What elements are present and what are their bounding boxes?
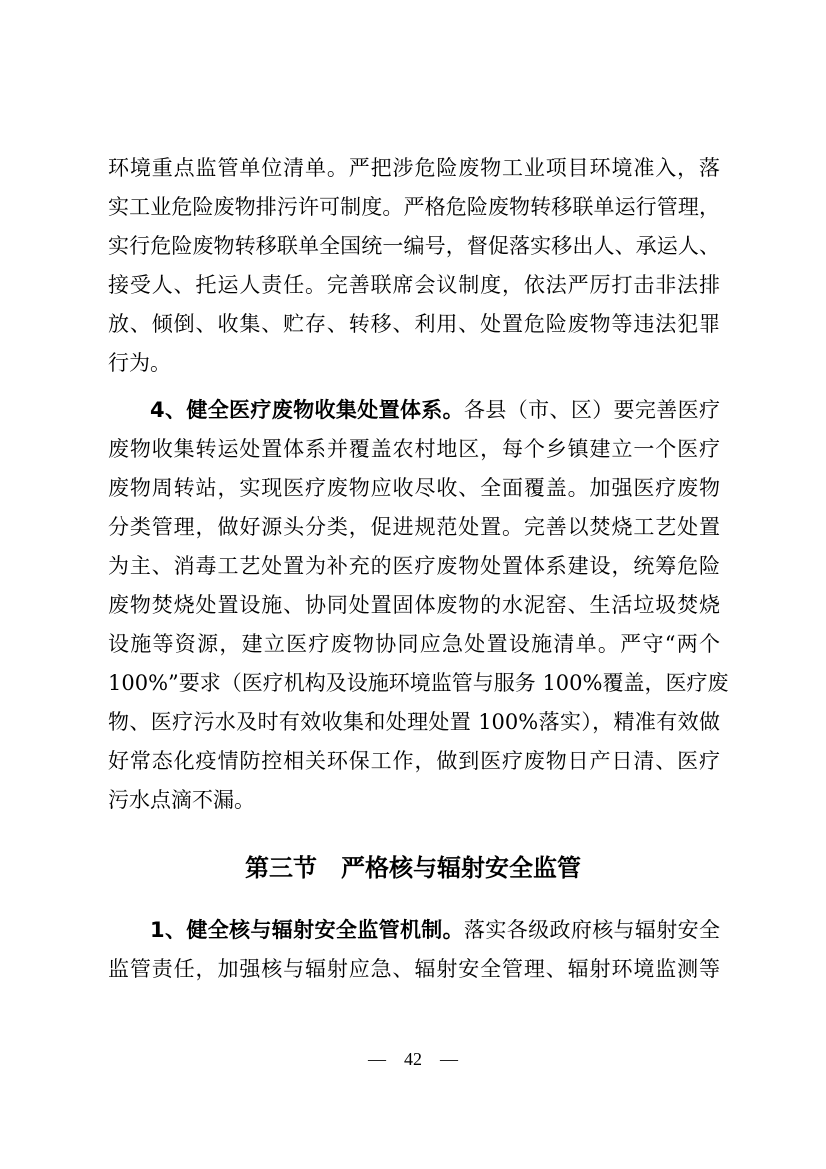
paragraph-line: 物、医疗污水及时有效收集和处理处置 100%落实），精准有效做 (108, 710, 720, 734)
paragraph-first-line (150, 392, 720, 428)
item-heading: 4、健全医疗废物收集处置体系。 (150, 398, 465, 422)
item-text: 落实各级政府核与辐射安全 (464, 918, 720, 942)
paragraph-line: 实行危险废物转移联单全国统一编号，督促落实移出人、承运人、 (108, 234, 720, 258)
paragraph-line: 环境重点监管单位清单。严把涉危险废物工业项目环境准入，落 (108, 156, 720, 180)
paragraph-first-line (150, 912, 720, 948)
paragraph-line: 行为。 (108, 351, 171, 375)
paragraph-line: 放、倾倒、收集、贮存、转移、利用、处置危险废物等违法犯罪 (108, 312, 720, 336)
paragraph-line: 分类管理，做好源头分类，促进规范处置。完善以焚烧工艺处置 (108, 515, 720, 539)
paragraph-line: 废物周转站，实现医疗废物应收尽收、全面覆盖。加强医疗废物 (108, 476, 720, 500)
section-title: 第三节 严格核与辐射安全监管 (245, 853, 581, 882)
paragraph-line: 废物焚烧处置设施、协同处置固体废物的水泥窑、生活垃圾焚烧 (108, 593, 720, 617)
paragraph-line: 废物收集转运处置体系并覆盖农村地区，每个乡镇建立一个医疗 (108, 437, 720, 461)
paragraph-line: 好常态化疫情防控相关环保工作，做到医疗废物日产日清、医疗 (108, 749, 720, 773)
item-heading: 1、健全核与辐射安全监管机制。 (150, 918, 465, 942)
paragraph-line: 污水点滴不漏。 (108, 788, 255, 812)
item-text: 各县（市、区）要完善医疗 (464, 398, 720, 422)
paragraph-line: 实工业危险废物排污许可制度。严格危险废物转移联单运行管理， (108, 195, 720, 219)
paragraph-line: 设施等资源，建立医疗废物协同应急处置设施清单。严守“两个 (108, 632, 720, 656)
paragraph-line: 为主、消毒工艺处置为补充的医疗废物处置体系建设，统筹危险 (108, 554, 720, 578)
page-number: — 42 — (368, 1049, 458, 1069)
paragraph-line: 监管责任，加强核与辐射应急、辐射安全管理、辐射环境监测等 (108, 957, 720, 981)
paragraph-line: 接受人、托运人责任。完善联席会议制度，依法严厉打击非法排 (108, 273, 720, 297)
paragraph-line: 100%”要求（医疗机构及设施环境监管与服务 100%覆盖，医疗废 (108, 671, 729, 695)
